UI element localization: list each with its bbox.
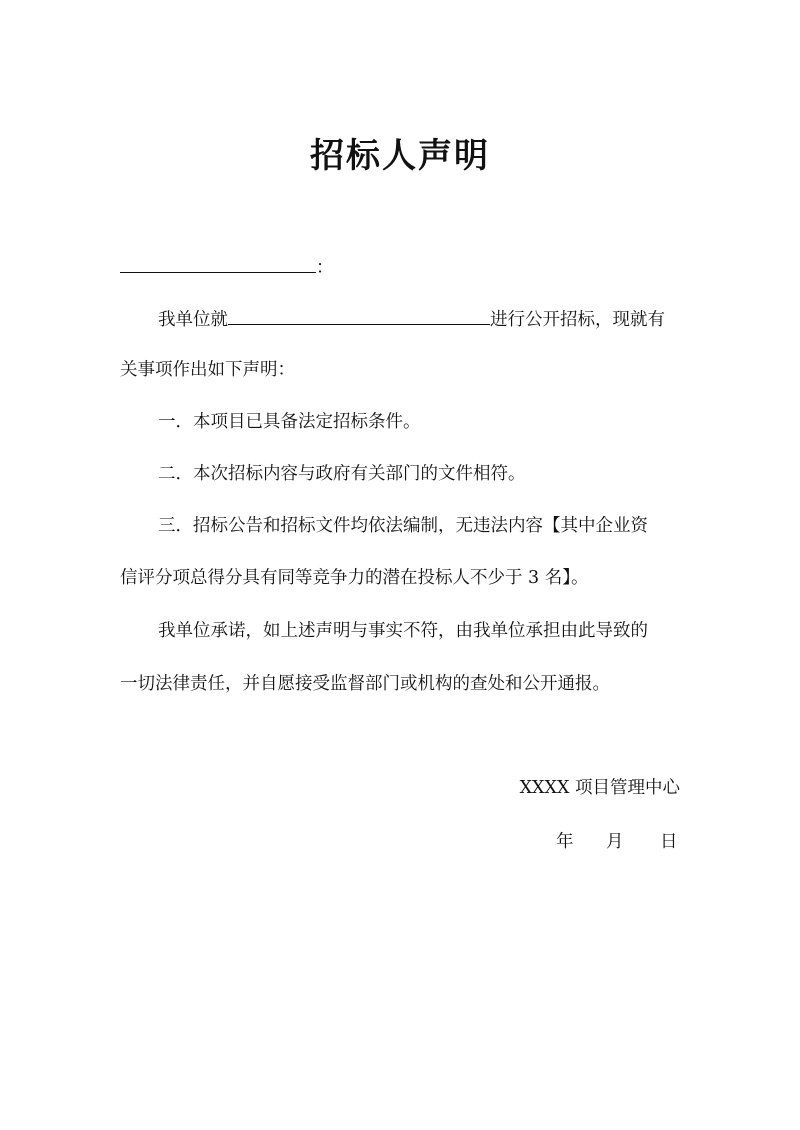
- promise-line-2: 一切法律责任，并自愿接受监督部门或机构的查处和公开通报。: [120, 674, 610, 694]
- declaration-item-3-line-1: 三．招标公告和招标文件均依法编制，无违法内容【其中企业资: [158, 516, 648, 536]
- paragraph-1-line-2: 关事项作出如下声明：: [120, 360, 295, 380]
- paragraph-1-suffix: 进行公开招标，现就有: [490, 310, 665, 330]
- date-year: 年: [556, 832, 574, 852]
- declaration-item-1: 一．本项目已具备法定招标条件。: [158, 412, 421, 432]
- document-title: 招标人声明: [310, 136, 490, 176]
- addressee-line: [120, 252, 334, 282]
- paragraph-1-prefix: 我单位就: [158, 310, 228, 330]
- addressee-blank: [120, 252, 316, 273]
- date-day: 日: [660, 832, 678, 852]
- addressee-colon: ：: [316, 258, 334, 278]
- paragraph-1-line-1: [158, 304, 665, 334]
- project-name-blank: [228, 304, 490, 325]
- signature-org: XXXX 项目管理中心: [519, 778, 680, 798]
- date-month: 月: [606, 832, 624, 852]
- declaration-item-2: 二．本次招标内容与政府有关部门的文件相符。: [158, 464, 526, 484]
- promise-line-1: 我单位承诺，如上述声明与事实不符，由我单位承担由此导致的: [158, 621, 648, 641]
- declaration-item-3-line-2: 信评分项总得分具有同等竞争力的潜在投标人不少于 3 名】。: [120, 568, 589, 588]
